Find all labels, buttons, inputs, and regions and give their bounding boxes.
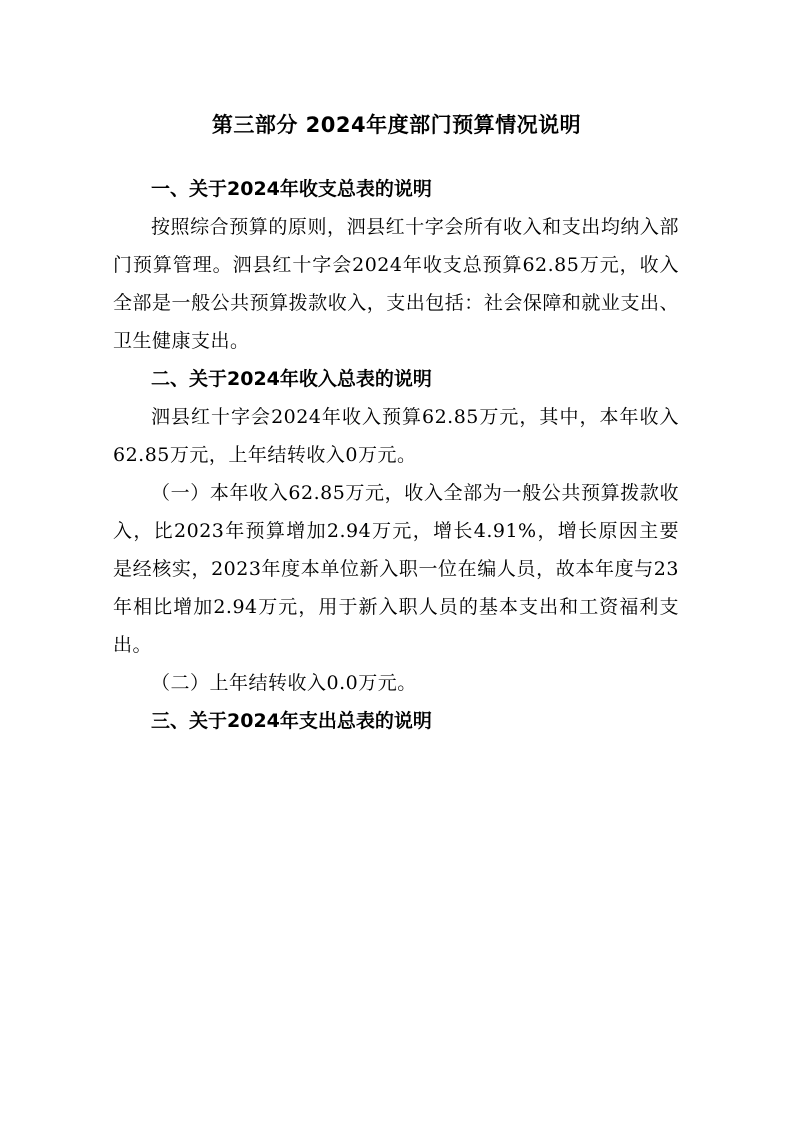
document-body: [113, 170, 679, 740]
section-2-paragraph-3: （二）上年结转收入0.0万元。: [151, 672, 417, 694]
section-3-heading: 三、关于2024年支出总表的说明: [151, 710, 432, 732]
section-1-heading: 一、关于2024年收支总表的说明: [151, 178, 432, 200]
section-1-paragraph: 按照综合预算的原则，泗县红十字会所有收入和支出均纳入部门预算管理。泗县红十字会2024年收支总预算62.85万元，收入全部是一般公共预算拨款收入，支出包括：社会保障和就业支出、卫生健康支出。: [113, 216, 679, 352]
section-2-heading: 二、关于2024年收入总表的说明: [151, 368, 432, 390]
document-title: 第三部分 2024年度部门预算情况说明: [211, 113, 582, 137]
section-2-paragraph-2: （一）本年收入62.85万元，收入全部为一般公共预算拨款收入，比2023年预算增加2.94万元，增长4.91%，增长原因主要是经核实，2023年度本单位新入职一位在编人员，故本年度与23年相比增加2.94万元，用于新入职人员的基本支出和工资福利支出。: [113, 482, 679, 656]
section-2-paragraph-1: 泗县红十字会2024年收入预算62.85万元，其中，本年收入62.85万元，上年结转收入0万元。: [113, 406, 679, 466]
